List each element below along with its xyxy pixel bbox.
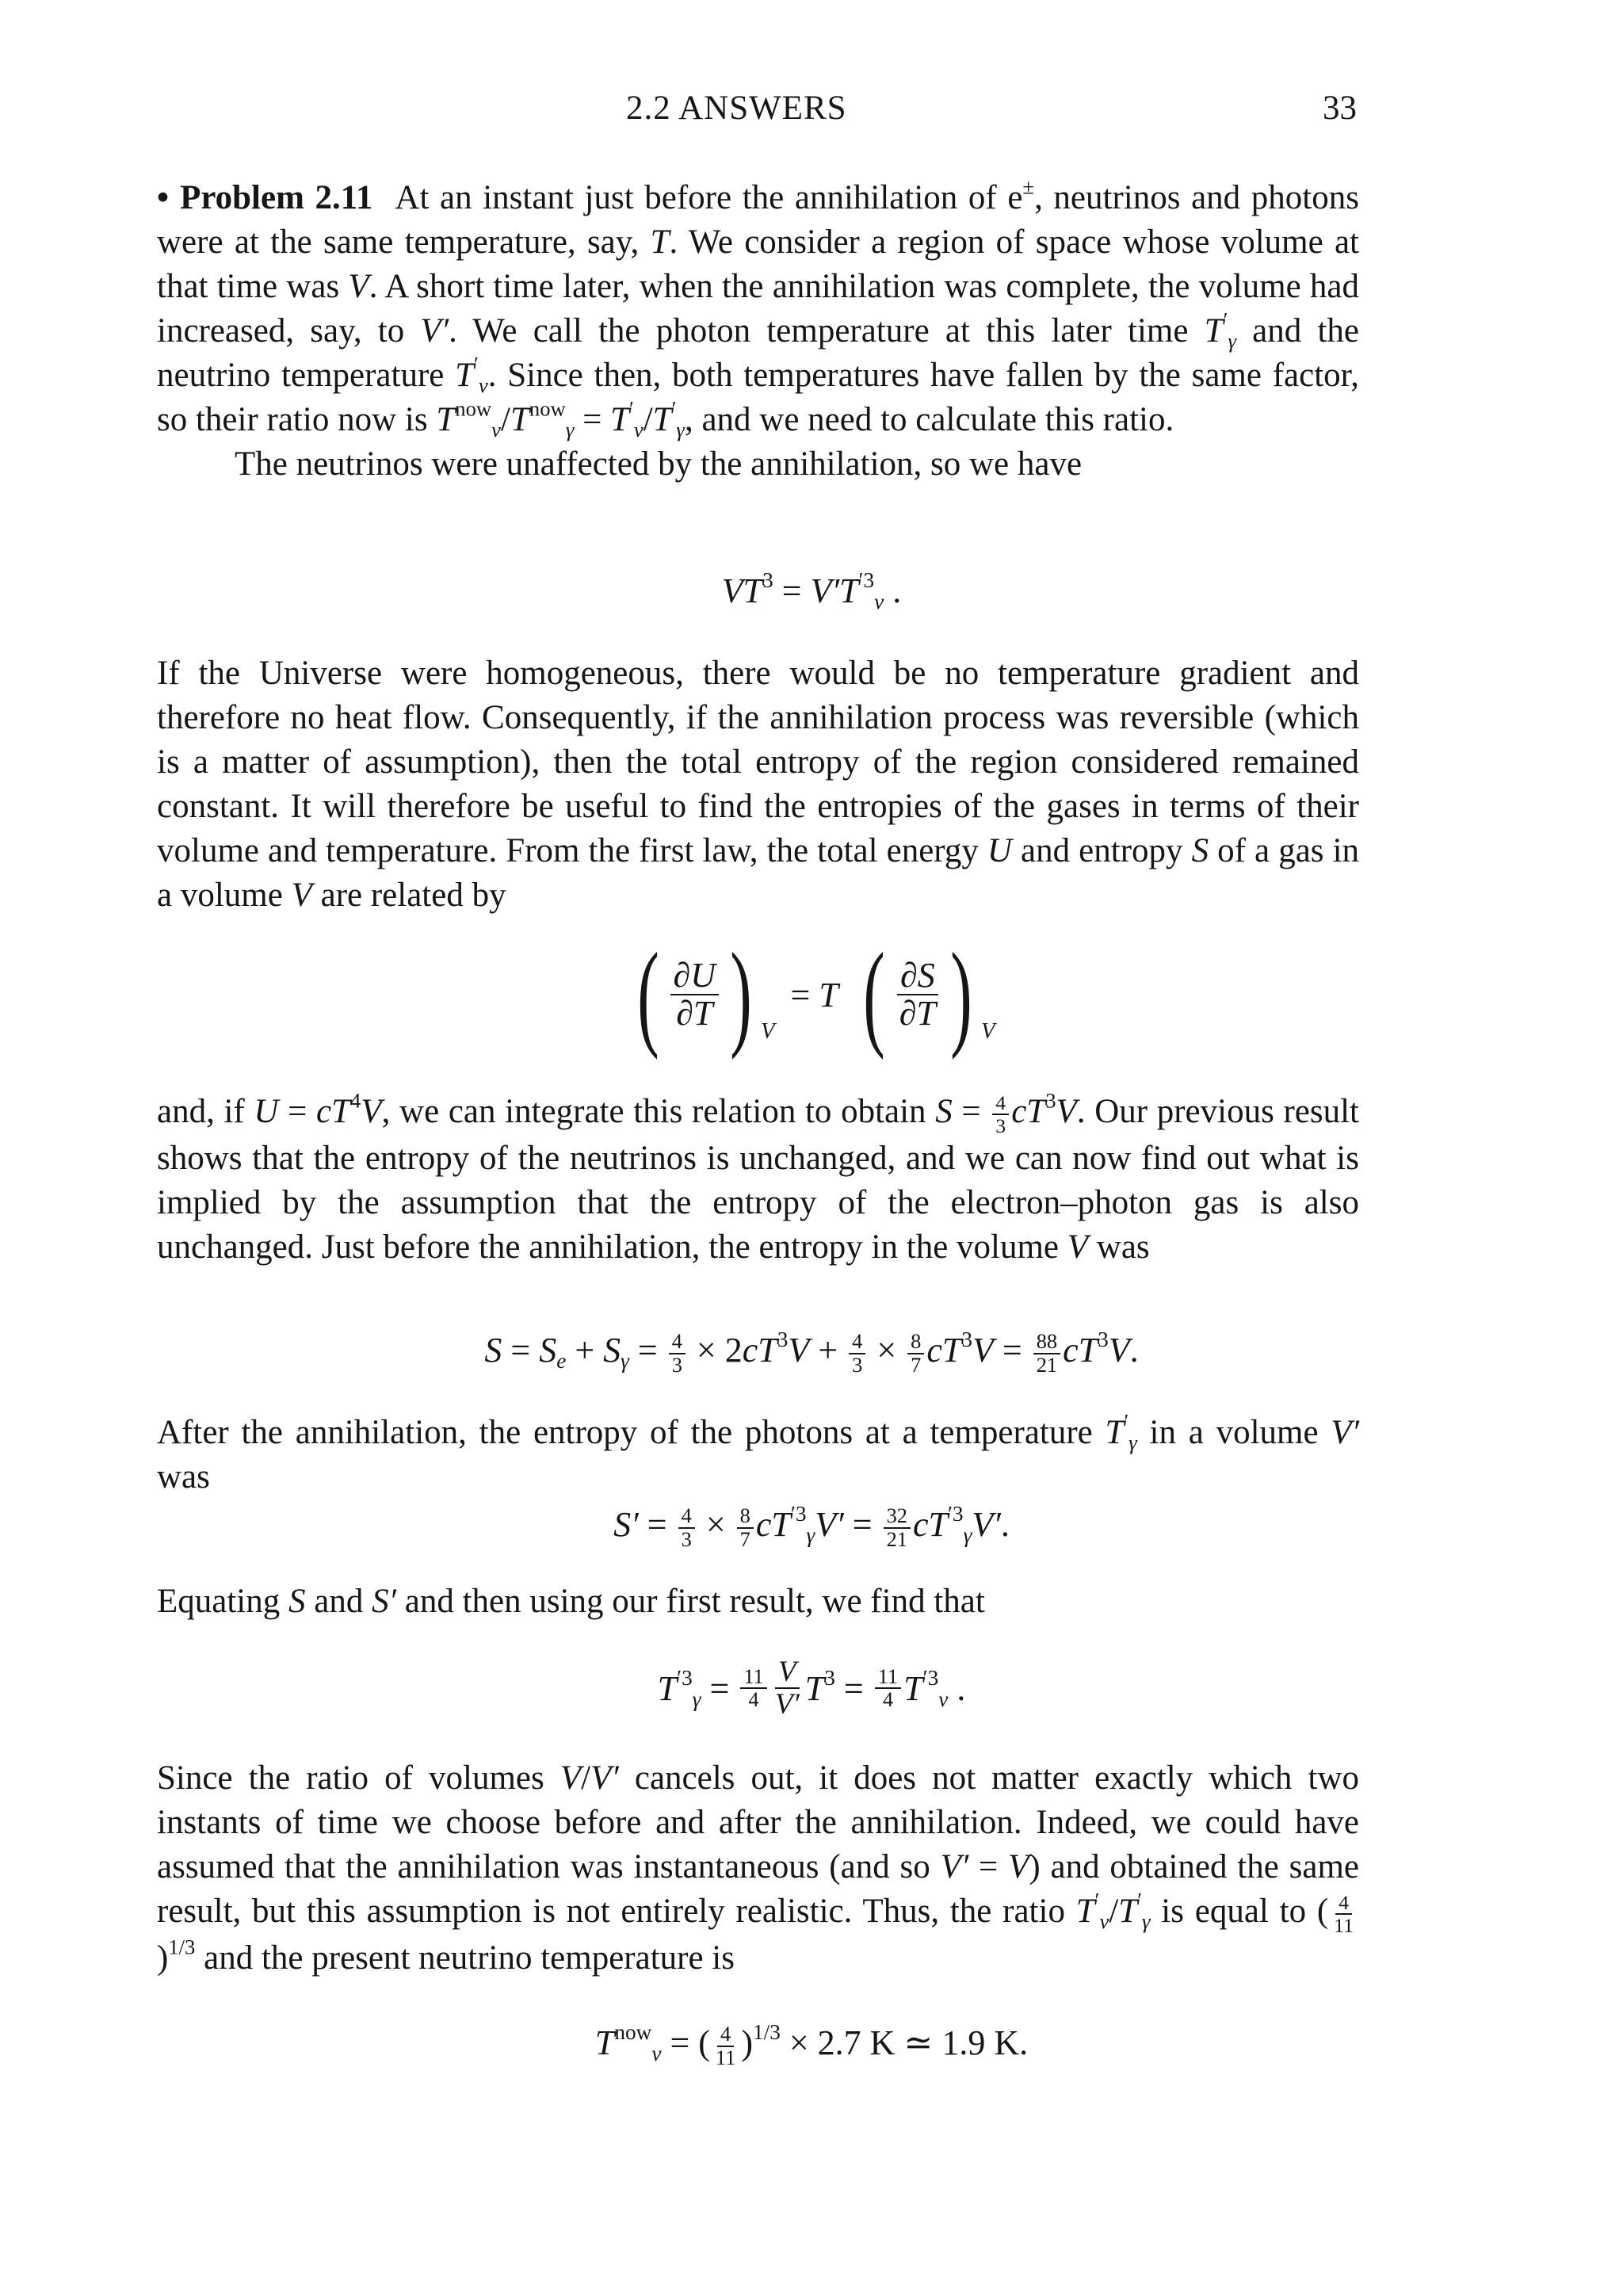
text-run: After the annihilation, the entropy of the photons at a temperature — [157, 1414, 1106, 1451]
text-run: If the Universe were homogeneous, there would be no temperature gradient and therefore no heat flow. Consequently, if the annihilation process was reversible (which is a matter of assumption), then the total entropy of the region considered remained constant. It will therefore be useful to find the entropies of the gases in terms of their volume and temperature. From the first law, the total energy — [157, 655, 1359, 869]
paragraph-after-annihilation: After the annihilation, the entropy of the photons at a temperature $T'_\gamma$ in a volume V′ was — [157, 1409, 1359, 1496]
paragraph-neutrinos: The neutrinos were unaffected by the annihilation, so we have — [235, 445, 1083, 483]
text-run: Since the ratio of volumes — [157, 1759, 560, 1797]
page-number: 33 — [1323, 90, 1357, 127]
text-run: in a volume — [1136, 1414, 1331, 1451]
text-run: . We call the photon temperature at this later time — [449, 312, 1205, 350]
equation-temperature-ratio: $T^{'3}_\gamma$ = $\frac{11}{4}$ $\frac{V}{V'}$ $T^3$ = $\frac{11}{4}$ $T^{'3}_\nu$ . — [657, 1656, 966, 1721]
text-run: . Our previous result shows that the entropy of the neutrinos is unchanged, and we can now find out what is implied by the assumption that the entropy of the electron–photon gas is also unchanged. Just before the annihilation, the entropy in the volume — [157, 1093, 1359, 1266]
text-run: was — [157, 1458, 210, 1496]
text-run: and then using our first result, we find that — [396, 1583, 985, 1620]
text-run: and, if — [157, 1093, 254, 1130]
text-run: is equal to — [1150, 1893, 1317, 1930]
text-run: At an instant just before the annihilation of e — [395, 179, 1023, 216]
text-run: . A short time later, when the annihilation was complete, the volume had increased, say, to — [157, 268, 1359, 350]
problem-paragraph: • Problem 2.11 At an instant just before the annihilation of e±, neutrinos and photons were at the same temperature, say, T. We consider a region of space whose volume at that time was V. A short time later, when the annihilation was complete, the volume had increased, say, to V′. We call the photon temperature at this later time $T'_\gamma$ and the neutrino temperature $T'_\nu$. Since then, both temperatures have fallen by the same factor, so their ratio now is $T^{now}_\nu/T^{now}_\gamma = T'_\nu/T'_\gamma$, and we need to calculate this ratio. The neutrinos were unaffected by the annihilation, so we have — [157, 176, 1359, 487]
equation-present-neutrino-temperature: $T^{now}_\nu$ = ( $\frac{4}{11}$ )$^{1/3}$ × 2.7 K ≃ 1.9 K. — [594, 2019, 1029, 2069]
text-run: of a gas in a volume — [157, 832, 1360, 914]
text-run: , neutrinos and photons were at the same temperature, say, — [157, 179, 1359, 261]
text-run: and entropy — [1011, 832, 1192, 869]
text-run: are related by — [311, 877, 506, 914]
paragraph-integration: and, if $U = cT^4V$, we can integrate this relation to obtain S = $\frac{4}{3}$ $cT^3V$. Our previous result shows that the entropy of the neutrinos is unchanged, and we can now find out what is implied by the assumption that the entropy of the electron–photon gas is also unchanged. Just before the annihilation, the entropy in the volume V was — [157, 1088, 1359, 1266]
equation-final-entropy: S′ = $\frac{4}{3}$ × $\frac{8}{7}$ $cT^{'3}_\gamma V'$ = $\frac{32}{21}$ $cT^{'3}_\gamma V'$. — [613, 1501, 1010, 1551]
text-run: cancels out, it does not matter exactly which two instants of time we choose before and after the annihilation. Indeed, we could have assumed that the annihilation was instantaneous (and so — [157, 1759, 1359, 1885]
text-run: and the neutrino temperature — [157, 312, 1359, 394]
text-run: was — [1088, 1228, 1150, 1266]
text-run: and — [305, 1583, 372, 1620]
running-header — [0, 89, 1623, 136]
problem-label: Problem 2.11 — [180, 179, 373, 216]
text-run: and the present neutrino temperature is — [195, 1939, 735, 1977]
paragraph-entropy: If the Universe were homogeneous, there would be no temperature gradient and therefore no heat flow. Consequently, if the annihilation process was reversible (which is a matter of assumption), then the total entropy of the region considered remained constant. It will therefore be useful to find the entropies of the gases in terms of their volume and temperature. From the first law, the total energy U and entropy S of a gas in a volume V are related by — [157, 655, 1360, 914]
text-run: . Since then, both temperatures have fallen by the same factor, so their ratio now is — [157, 357, 1359, 438]
text-run: , we can integrate this relation to obtain — [381, 1093, 936, 1130]
text-run: , and we need to calculate this ratio. — [684, 401, 1174, 438]
text-run: ) and obtained the same result, but this assumption is not entirely realistic. Thus, the ratio — [157, 1848, 1359, 1930]
paragraph-conclusion: Since the ratio of volumes V/V′ cancels out, it does not matter exactly which two instants of time we choose before and after the annihilation. Indeed, we could have assumed that the annihilation was instantaneous (and so V′ = V) and obtained the same result, but this assumption is not entirely realistic. Thus, the ratio $T'_\nu/T'_\gamma$ is equal to ( $\frac{4}{11}$ )$^{1/3}$ and the present neutrino temperature is — [157, 1759, 1359, 1977]
equation-volume-temperature: $VT^3 = V'T^{'3}_\nu$ . — [721, 567, 902, 614]
equation-initial-entropy: $S = S_e + S_\gamma$ = $\frac{4}{3}$ × $2cT^3V$ + $\frac{4}{3}$ × $\frac{8}{7}$ $cT^3V$ = $\frac{88}{21}$ $cT^3V$. — [484, 1327, 1139, 1377]
paragraph-equating: Equating S and S′ and then using our first result, we find that — [157, 1583, 985, 1620]
bullet-marker: • — [157, 179, 170, 216]
text-run: . We consider a region of space whose volume at that time was — [157, 223, 1359, 305]
section-title: 2.2 ANSWERS — [626, 90, 847, 127]
value-neutrino-temperature: 1.9 K. — [941, 2023, 1029, 2062]
equation-first-law: ( $\frac{\partial U}{\partial T}$ ) V = T ( $\frac{\partial S}{\partial T}$ ) V — [636, 929, 995, 1060]
text-run: Equating — [157, 1583, 288, 1620]
value-cmb-temperature: 2.7 K — [817, 2023, 896, 2062]
